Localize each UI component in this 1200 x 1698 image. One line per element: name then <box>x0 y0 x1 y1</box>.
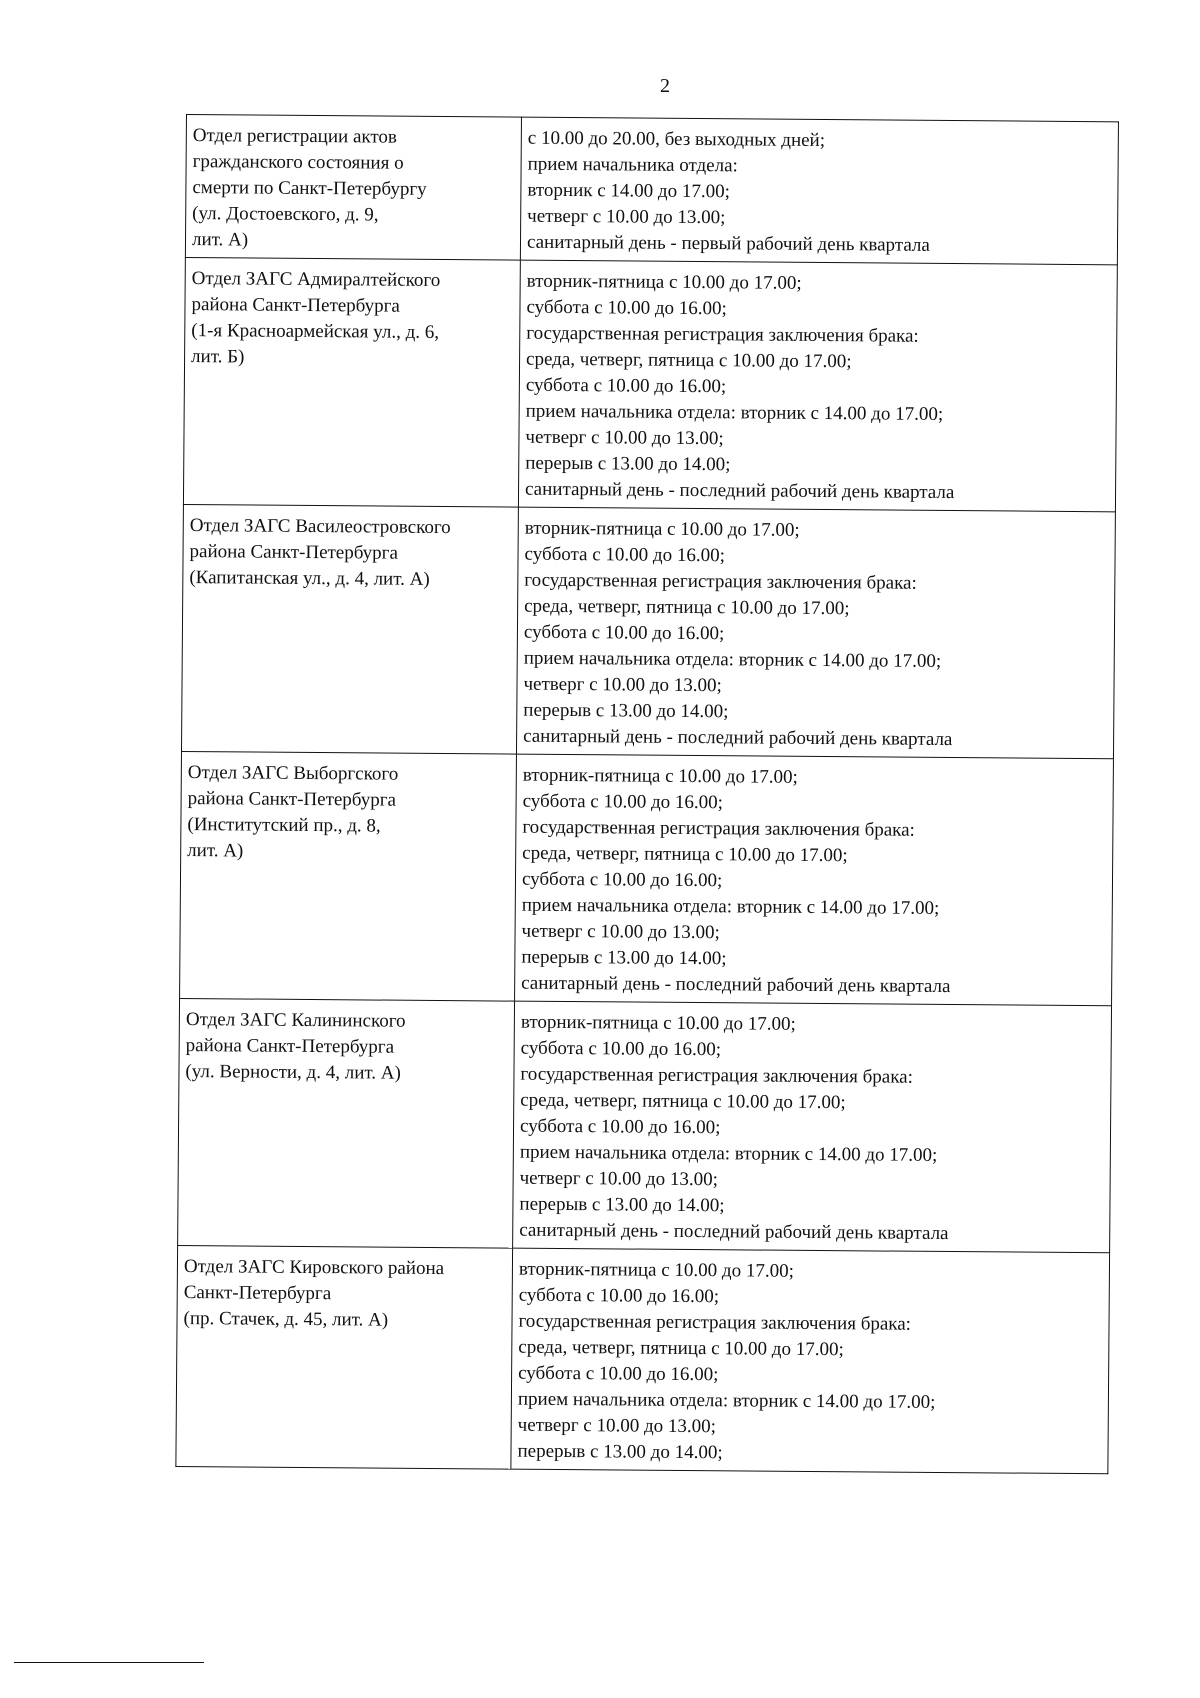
office-line: района Санкт-Петербурга <box>189 541 399 564</box>
table-row <box>178 998 1112 1252</box>
hours-line: среда, четверг, пятница с 10.00 до 17.00; <box>518 1336 844 1361</box>
office-hours-cell <box>520 117 1118 265</box>
hours-line: суббота с 10.00 до 16.00; <box>520 1037 722 1061</box>
hours-line: суббота с 10.00 до 16.00; <box>525 374 727 398</box>
hours-line: суббота с 10.00 до 16.00; <box>523 621 725 645</box>
office-line: Отдел регистрации актов <box>192 125 398 148</box>
hours-line: четверг с 10.00 до 13.00; <box>523 673 722 697</box>
hours-line: перерыв с 13.00 до 14.00; <box>521 946 727 970</box>
office-line: (1-я Красноармейская ул., д. 6, <box>191 320 440 343</box>
office-hours-cell <box>516 507 1115 759</box>
office-line: (Капитанская ул., д. 4, лит. А) <box>189 567 430 590</box>
hours-line: государственная регистрация заключения брака: <box>524 569 917 594</box>
hours-line: суббота с 10.00 до 16.00; <box>518 1284 720 1308</box>
hours-line: суббота с 10.00 до 16.00; <box>519 1115 721 1139</box>
hours-line: санитарный день - последний рабочий день квартала <box>524 478 955 504</box>
page-number: 2 <box>660 75 670 97</box>
hours-line: с 10.00 до 20.00, без выходных дней; <box>527 127 826 152</box>
hours-line: государственная регистрация заключения брака: <box>522 816 915 841</box>
office-line: (ул. Достоевского, д. 9, <box>192 203 379 226</box>
office-name-cell <box>180 751 517 1001</box>
footnote-rule <box>14 1662 204 1663</box>
office-line: (Институтский пр., д. 8, <box>187 814 381 837</box>
hours-line: перерыв с 13.00 до 14.00; <box>519 1193 725 1217</box>
office-hours-cell <box>515 754 1114 1006</box>
office-line: гражданского состояния о <box>192 151 404 174</box>
hours-line: суббота с 10.00 до 16.00; <box>522 790 724 814</box>
office-line: Отдел ЗАГС Кировского района <box>183 1256 445 1280</box>
hours-line: суббота с 10.00 до 16.00; <box>518 1362 719 1386</box>
office-line: (ул. Верности, д. 4, лит. А) <box>185 1061 401 1084</box>
hours-line: перерыв с 13.00 до 14.00; <box>523 699 729 723</box>
office-name-cell <box>178 998 515 1248</box>
office-line: Отдел ЗАГС Калининского <box>185 1009 406 1032</box>
table-row <box>185 115 1118 265</box>
table-row <box>176 1245 1110 1473</box>
hours-line: вторник-пятница с 10.00 до 17.00; <box>518 1258 794 1282</box>
hours-line: санитарный день - первый рабочий день квартала <box>526 231 930 256</box>
office-hours-cell <box>513 1001 1112 1253</box>
hours-line: вторник-пятница с 10.00 до 17.00; <box>522 764 798 788</box>
office-line: лит. Б) <box>191 346 245 368</box>
hours-line: перерыв с 13.00 до 14.00; <box>517 1440 723 1464</box>
office-line: лит. А) <box>191 229 249 251</box>
office-line: Отдел ЗАГС Адмиралтейского <box>191 268 441 292</box>
hours-line: вторник-пятница с 10.00 до 17.00; <box>526 270 802 294</box>
hours-line: прием начальника отдела: вторник с 14.00 до 17.00; <box>521 894 940 919</box>
schedule-table-body <box>176 115 1119 1474</box>
hours-line: государственная регистрация заключения брака: <box>526 322 919 347</box>
hours-line: санитарный день - последний рабочий день квартала <box>521 972 951 998</box>
hours-line: прием начальника отдела: вторник с 14.00 до 17.00; <box>523 647 942 672</box>
hours-line: прием начальника отдела: вторник с 14.00 до 17.00; <box>517 1388 936 1413</box>
hours-line: государственная регистрация заключения брака: <box>520 1063 914 1088</box>
hours-line: вторник с 14.00 до 17.00; <box>527 179 730 203</box>
office-line: (пр. Стачек, д. 45, лит. А) <box>183 1308 389 1331</box>
hours-line: суббота с 10.00 до 16.00; <box>521 868 723 892</box>
hours-line: четверг с 10.00 до 13.00; <box>525 426 724 450</box>
office-line: лит. А) <box>187 840 244 862</box>
office-line: района Санкт-Петербурга <box>187 788 397 811</box>
office-name-cell <box>185 115 521 261</box>
hours-line: перерыв с 13.00 до 14.00; <box>525 452 731 476</box>
office-line: Отдел ЗАГС Выборгского <box>187 762 399 785</box>
office-line: Санкт-Петербурга <box>183 1282 332 1305</box>
office-line: Отдел ЗАГС Василеостровского <box>189 515 451 539</box>
office-hours-cell <box>511 1248 1110 1474</box>
hours-line: четверг с 10.00 до 13.00; <box>521 920 720 944</box>
hours-line: среда, четверг, пятница с 10.00 до 17.00; <box>524 595 850 620</box>
table-row <box>181 504 1115 758</box>
office-line: района Санкт-Петербурга <box>185 1035 395 1058</box>
hours-line: вторник-пятница с 10.00 до 17.00; <box>524 517 800 541</box>
hours-line: государственная регистрация заключения брака: <box>518 1310 912 1335</box>
hours-line: прием начальника отдела: вторник с 14.00 до 17.00; <box>525 400 944 425</box>
hours-line: прием начальника отдела: <box>527 153 738 177</box>
office-name-cell <box>176 1245 513 1469</box>
hours-line: четверг с 10.00 до 13.00; <box>519 1167 718 1191</box>
hours-line: суббота с 10.00 до 16.00; <box>524 543 726 567</box>
hours-line: санитарный день - последний рабочий день квартала <box>523 725 953 751</box>
office-line: района Санкт-Петербурга <box>191 294 400 317</box>
office-name-cell <box>181 504 518 754</box>
hours-line: четверг с 10.00 до 13.00; <box>527 205 726 229</box>
table-row <box>180 751 1114 1005</box>
hours-line: среда, четверг, пятница с 10.00 до 17.00; <box>522 842 848 867</box>
hours-line: вторник-пятница с 10.00 до 17.00; <box>520 1011 796 1035</box>
registry-office-schedule-table <box>175 114 1119 1474</box>
hours-line: прием начальника отдела: вторник с 14.00 до 17.00; <box>519 1141 938 1166</box>
hours-line: суббота с 10.00 до 16.00; <box>526 296 727 320</box>
hours-line: санитарный день - последний рабочий день квартала <box>519 1219 949 1245</box>
table-row <box>183 257 1117 511</box>
office-name-cell <box>183 257 520 507</box>
office-hours-cell <box>518 260 1117 512</box>
hours-line: среда, четверг, пятница с 10.00 до 17.00; <box>526 348 852 373</box>
hours-line: четверг с 10.00 до 13.00; <box>517 1414 717 1438</box>
hours-line: среда, четверг, пятница с 10.00 до 17.00; <box>520 1089 846 1114</box>
office-line: смерти по Санкт-Петербургу <box>192 177 427 200</box>
